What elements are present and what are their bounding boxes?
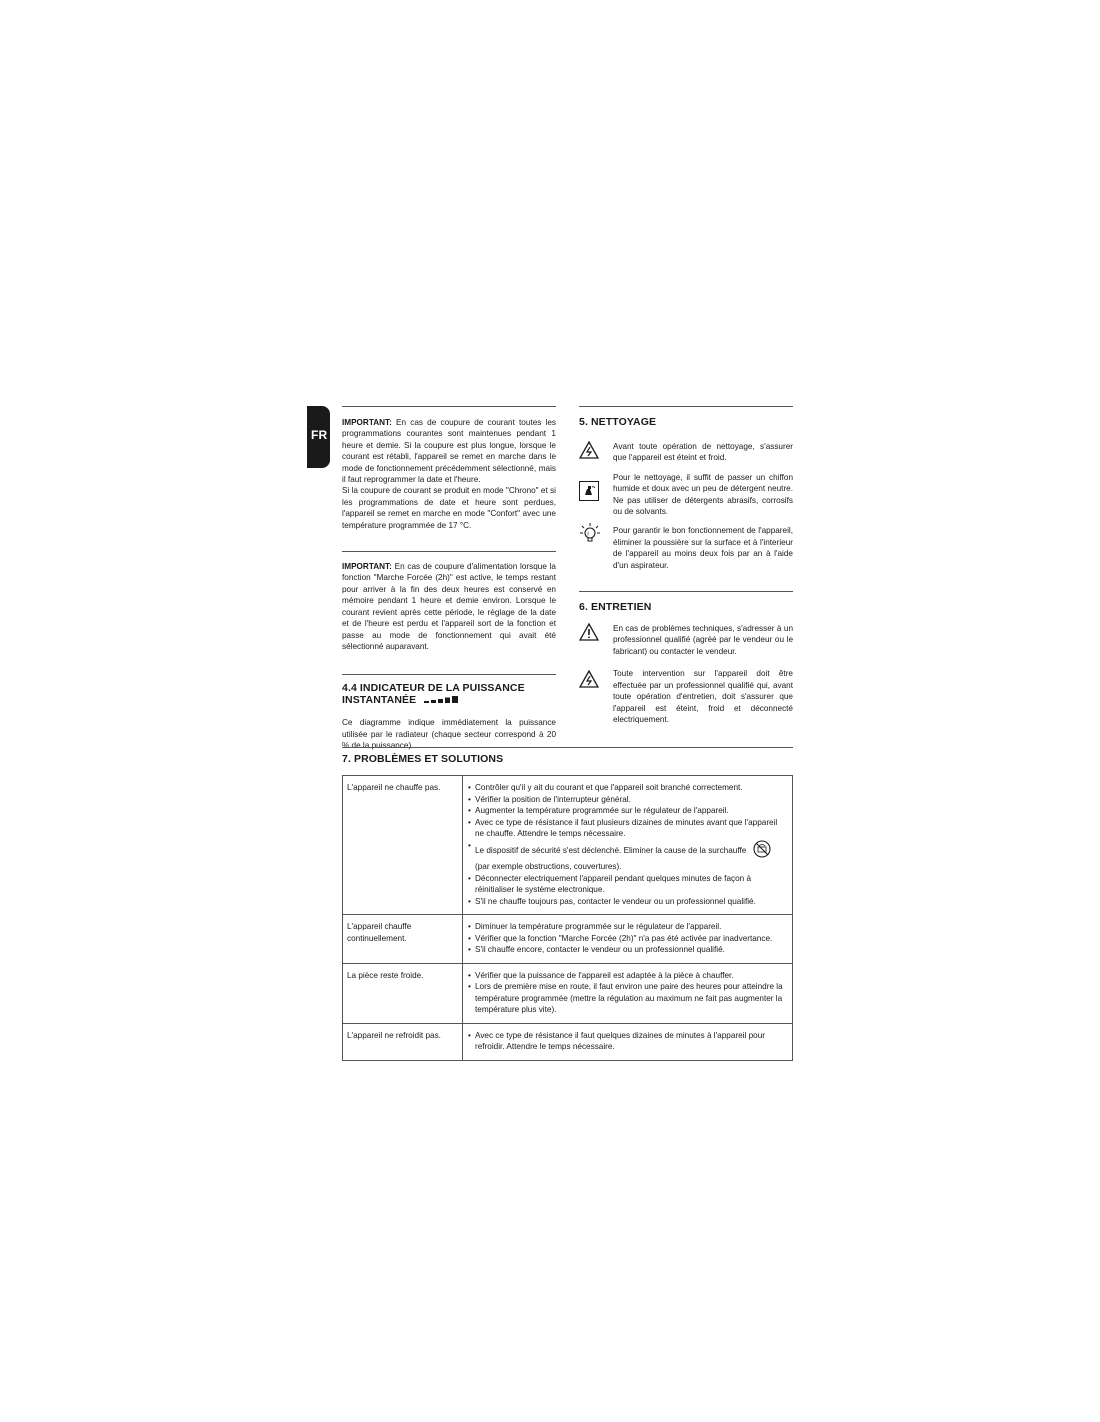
solution-item: • Augmenter la température programmée sur le régulateur de l'appareil. [468, 805, 788, 817]
solution-item: • Contrôler qu'il y ait du courant et que l'appareil soit branché correctement. [468, 782, 788, 794]
problem-cell: L'appareil ne refroidit pas. [343, 1023, 463, 1060]
lightbulb-tip-icon [579, 522, 601, 544]
left-column [342, 406, 556, 752]
cleaning-item-2-text: Pour le nettoyage, il suffit de passer un chiffon humide et doux avec un peu de détergent neutre. Ne pas utiliser de détergents abrasifs, corrosifs ou de solvants. [613, 472, 793, 517]
warning-icon [579, 623, 599, 641]
safety-text: Le dispositif de sécurité s'est déclenché. Eliminer la cause de la surchauffe [475, 845, 747, 855]
solution-cell [463, 963, 793, 1023]
cleaning-item-1 [579, 441, 793, 464]
table-row [343, 776, 793, 915]
table-row [343, 963, 793, 1023]
no-covering-icon [752, 840, 772, 862]
divider [342, 674, 556, 675]
table-row [343, 915, 793, 964]
solution-item: • Vérifier que la fonction "Marche Forcée (2h)" n'a pas été activée par inadvertance. [468, 933, 788, 945]
maintenance-item-2 [579, 668, 793, 725]
problem-cell: La pièce reste froide. [343, 963, 463, 1023]
section-4-4-text: Ce diagramme indique immédiatement la puissance utilisée par le radiateur (chaque secteur correspond à 20 % de la puissance). [342, 718, 556, 751]
solution-item: • S'il ne chauffe toujours pas, contacter le vendeur ou un professionnel qualifié. [468, 896, 788, 908]
problem-cell: L'appareil ne chauffe pas. [343, 776, 463, 915]
important-label: IMPORTANT: [342, 418, 392, 427]
forced-mode-text [342, 561, 556, 652]
section-5-title: 5. NETTOYAGE [579, 416, 657, 428]
solution-item: • Déconnecter electriquement l'appareil pendant quelques minutes de façon à réinitialiser le système electronique. [468, 873, 788, 896]
svg-text:i: i [587, 531, 589, 538]
problem-cell: L'appareil chauffe continuellement. [343, 915, 463, 964]
problems-solutions-table [342, 775, 793, 1061]
divider [342, 747, 793, 748]
divider [579, 591, 793, 592]
power-outage-text-1 [342, 417, 556, 485]
section-7 [342, 747, 793, 765]
forced-mode-note [342, 551, 556, 652]
solution-item: • S'il chauffe encore, contacter le vendeur ou un professionnel qualifié. [468, 944, 788, 956]
maintenance-item-1-text: En cas de problèmes techniques, s'adresser à un professionnel qualifié (agréé par le vendeur ou le fabricant) ou contacter le vendeur. [613, 624, 793, 656]
solution-item: • Avec ce type de résistance il faut quelques dizaines de minutes à l'appareil pour refroidir. Attendre le temps nécessaire. [468, 1030, 788, 1053]
solution-item: • Vérifier la position de l'interrupteur général. [468, 794, 788, 806]
solution-cell [463, 776, 793, 915]
right-column [579, 406, 793, 725]
power-outage-note [342, 407, 556, 531]
section-6-title: 6. ENTRETIEN [579, 601, 652, 614]
section-4-4 [342, 674, 556, 751]
solution-item: • Vérifier que la puissance de l'appareil est adaptée à la pièce à chauffer. [468, 970, 788, 982]
cleaning-cloth-icon [579, 481, 599, 501]
table-row [343, 1023, 793, 1060]
cleaning-item-3-text: Pour garantir le bon fonctionnement de l'appareil, éliminer la poussière sur la surface et à l'interieur de l'appareil au moins deux fois par an à l'aide d'un aspirateur. [613, 526, 793, 570]
section-4-4-title-line2: INSTANTANÉE [342, 693, 417, 706]
solution-item: • Lors de première mise en route, il faut environ une paire des heures pour atteindre la température programmée (mettre la régulation au maximum ne fait pas augmenter la température plus vite). [468, 981, 788, 1016]
electric-hazard-icon [579, 670, 599, 688]
section-7-title: 7. PROBLÈMES ET SOLUTIONS [342, 753, 504, 765]
solution-cell [463, 1023, 793, 1060]
section-5 [579, 407, 793, 571]
cleaning-item-3 [579, 525, 793, 571]
solution-cell [463, 915, 793, 964]
section-4-4-title-line2-row [342, 695, 556, 707]
section-4-4-title-line1: 4.4 INDICATEUR DE LA PUISSANCE [342, 682, 525, 695]
maintenance-item-1 [579, 623, 793, 657]
section-4-4-title [342, 683, 556, 706]
cleaning-item-1-text: Avant toute opération de nettoyage, s'assurer que l'appareil est éteint et froid. [613, 442, 793, 463]
solution-item [468, 840, 788, 873]
electric-hazard-icon [579, 441, 599, 459]
safety-text-cont: (par exemple obstructions, couvertures). [475, 862, 622, 871]
solution-item: • Avec ce type de résistance il faut plusieurs dizaines de minutes avant que l'appareil ne chauffe. Attendre le temps nécessaire. [468, 817, 788, 840]
power-outage-body-1: En cas de coupure de courant toutes les programmations courantes sont maintenues pendant 1 heure et demie. Si la coupure est plus longue, lorsque le courant est rétabli, l'appareil se remet en marche dans le mode de fonctionnement précédemment sélectionné, mais il faut reprogrammer la date et l'heure. [342, 418, 556, 485]
cleaning-item-2 [579, 472, 793, 518]
forced-mode-body: En cas de coupure d'alimentation lorsque la fonction "Marche Forcée (2h)" est active, le temps restant pour arriver à la fin des deux heures est conservé en mémoire pendant 1 heure et demie environ. Lorsque le courant revient après cette période, le réglage de la date et de l'heure est perdu et l'appareil sort de la fonction et passe au mode de fonctionnement qui avait été sélectionné auparavant. [342, 562, 556, 651]
language-tab [307, 406, 330, 468]
power-outage-text-2: Si la coupure de courant se produit en mode "Chrono" et si les programmations de date et heure sont perdues, l'appareil se remet en marche en mode "Confort" avec une température programmée de 17 °C. [342, 486, 556, 530]
power-level-icon [424, 695, 458, 707]
important-label: IMPORTANT: [342, 562, 392, 572]
maintenance-item-2-text: Toute intervention sur l'appareil doit être effectuée par un professionnel qualifié qui, avant toute opération d'entretien, doit s'assurer que l'appareil est éteint, froid et déconnecté electriquement. [613, 669, 793, 724]
section-6 [579, 591, 793, 725]
divider [342, 551, 556, 552]
language-tab-label: FR [311, 428, 328, 442]
solution-item: • Diminuer la température programmée sur le régulateur de l'appareil. [468, 921, 788, 933]
